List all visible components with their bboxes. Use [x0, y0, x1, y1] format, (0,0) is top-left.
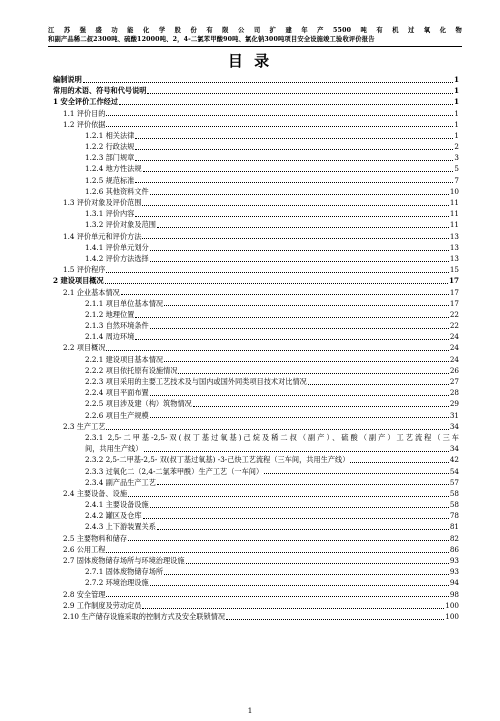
toc-entry-page: 1 [453, 74, 459, 84]
toc-entry-title: 2.7 固体废物储存场所与环境治理设施 [63, 556, 185, 566]
toc-leader-dots [106, 596, 448, 597]
toc-entry-page: 34 [449, 444, 459, 454]
toc-entry-page: 7 [454, 175, 459, 185]
toc-entry[interactable] [53, 454, 459, 465]
toc-entry-page: 13 [449, 231, 459, 241]
toc-entry[interactable] [53, 298, 459, 309]
toc-entry-page: 22 [449, 309, 459, 319]
toc-leader-dots [157, 529, 449, 530]
toc-leader-dots [150, 250, 449, 251]
toc-leader-dots [135, 138, 453, 139]
toc-entry[interactable] [53, 443, 459, 454]
toc-entry-title: 1.4.1 评价单元划分 [85, 242, 149, 252]
report-header-line-2: 和副产品稀二叔2300吨、硫酸12000吨、2，4-二氯苯甲酸90吨、氯化钠300吨项目安全设施竣工验收评价报告 [48, 36, 375, 44]
toc-entry-title: 2.1.2 地理位置 [85, 309, 135, 319]
toc-entry-page: 1 [454, 130, 459, 140]
toc-leader-dots [142, 608, 444, 609]
report-header [48, 26, 462, 44]
toc-entry[interactable] [53, 130, 459, 141]
toc-entry-title: 1.2.3 部门规章 [85, 153, 135, 163]
toc-entry[interactable] [53, 152, 459, 163]
toc-entry-title: 2.1 企业基本情况 [63, 287, 120, 297]
toc-entry-page: 28 [449, 388, 459, 398]
toc-entry-title: 2.4.1 主要设备设施 [85, 500, 149, 510]
toc-entry-page: 58 [449, 500, 459, 510]
toc-entry-title: 1.3 评价对象及评价范围 [63, 198, 142, 208]
toc-entry[interactable] [53, 600, 459, 611]
toc-leader-dots [128, 540, 449, 541]
toc-entry[interactable] [53, 96, 459, 107]
toc-entry-title: 常用的术语、符号和代号说明 [53, 86, 147, 96]
toc-entry-title: 2.4.3 上下游装置关系 [85, 522, 156, 532]
toc-leader-dots [106, 115, 453, 116]
toc-entry[interactable] [53, 320, 459, 331]
toc-entry[interactable] [53, 74, 459, 85]
toc-entry-title: 2.2.5 项目涉及建（构）筑物情况 [85, 399, 192, 409]
toc-leader-dots [150, 585, 449, 586]
toc-entry[interactable] [53, 577, 459, 588]
toc-entry[interactable] [53, 376, 459, 387]
toc-entry-page: 13 [449, 253, 459, 263]
toc-entry-title: 编制说明 [53, 74, 82, 84]
toc-leader-dots [105, 283, 448, 284]
toc-entry-title: 2.10 生产储存设施采取的控制方式及安全联锁情况 [63, 611, 226, 621]
toc-entry-page: 81 [449, 522, 459, 532]
toc-entry-page: 82 [449, 533, 459, 543]
toc-entry[interactable] [53, 365, 459, 376]
toc-entry-title: 1.2.2 行政法规 [85, 142, 135, 152]
toc-entry-title: 1.2.6 其他资料文件 [85, 186, 149, 196]
toc-entry-title: 2.3.3 过氧化二（2,4-二氯苯甲酰）生产工艺（一车间） [85, 466, 264, 476]
toc-leader-dots [106, 350, 448, 351]
toc-entry[interactable] [53, 466, 459, 477]
toc-entry[interactable] [53, 589, 459, 600]
toc-entry[interactable] [53, 566, 459, 577]
toc-entry[interactable] [53, 231, 459, 242]
toc-entry-page: 5 [454, 164, 459, 174]
toc-leader-dots [164, 574, 449, 575]
toc-entry-page: 1 [454, 108, 459, 118]
toc-entry-page: 15 [449, 265, 459, 275]
toc-leader-dots [164, 305, 449, 306]
toc-entry[interactable] [53, 85, 459, 96]
toc-entry-page: 78 [449, 511, 459, 521]
toc-entry-page: 27 [449, 377, 459, 387]
toc-entry-title: 间，共用生产线） [85, 444, 143, 454]
toc-entry-page: 24 [449, 343, 459, 353]
toc-entry[interactable] [53, 354, 459, 365]
toc-entry-page: 11 [449, 220, 459, 230]
toc-entry-title: 1.2.5 规范标准 [85, 175, 135, 185]
toc-entry[interactable] [53, 208, 459, 219]
toc-entry-title: 2.6 公用工程 [63, 544, 106, 554]
toc-entry[interactable] [53, 544, 459, 555]
toc-leader-dots [143, 518, 449, 519]
toc-entry-page: 22 [449, 321, 459, 331]
toc-leader-dots [150, 328, 449, 329]
toc-entry-page: 10 [449, 186, 459, 196]
toc-entry-page: 29 [449, 399, 459, 409]
toc-leader-dots [150, 395, 449, 396]
toc-entry-page: 1 [454, 119, 459, 129]
toc-entry[interactable] [53, 611, 459, 622]
toc-entry-title: 1.4.2 评价方法选择 [85, 253, 149, 263]
toc-entry[interactable] [53, 242, 459, 253]
toc-entry-title: 1.2 评价依据 [63, 119, 106, 129]
toc-entry-page: 1 [453, 97, 459, 107]
toc-entry-title: 1.2.1 相关法律 [85, 130, 135, 140]
toc-leader-dots [119, 104, 453, 105]
toc-entry-page: 57 [449, 477, 459, 487]
toc-entry-title: 2.2 项目概况 [63, 343, 106, 353]
toc-entry-page: 24 [449, 354, 459, 364]
toc-entry-page: 58 [449, 488, 459, 498]
toc-entry-title: 1.3.1 评价内容 [85, 209, 135, 219]
toc-entry-page: 17 [448, 276, 459, 286]
table-of-contents [53, 74, 459, 622]
toc-leader-dots [164, 361, 449, 362]
toc-entry-page: 13 [449, 242, 459, 252]
toc-entry-page: 93 [449, 567, 459, 577]
toc-entry-page: 1 [453, 86, 459, 96]
toc-entry-page: 11 [449, 209, 459, 219]
toc-entry[interactable] [53, 387, 459, 398]
toc-entry-page: 34 [449, 421, 459, 431]
toc-entry[interactable] [53, 197, 459, 208]
toc-leader-dots [135, 182, 453, 183]
toc-entry[interactable] [53, 398, 459, 409]
toc-leader-dots [150, 507, 449, 508]
toc-entry[interactable] [53, 533, 459, 544]
toc-entry-title: 1.2.4 地方性法规 [85, 164, 142, 174]
toc-entry[interactable] [53, 175, 459, 186]
toc-entry-title: 1.1 评价目的 [63, 108, 106, 118]
toc-entry[interactable] [53, 275, 459, 286]
toc-entry-title: 1.3.2 评价对象及范围 [85, 220, 156, 230]
toc-entry-page: 100 [445, 611, 459, 621]
toc-entry-page: 2 [454, 142, 459, 152]
toc-entry[interactable] [53, 287, 459, 298]
toc-entry-title: 2.3.4 副产品生产工艺 [85, 477, 156, 487]
toc-entry-title: 2.7.1 固体废物储存场所 [85, 567, 164, 577]
toc-entry-title: 2.4 主要设备、设施 [63, 488, 128, 498]
toc-entry-title: 2.4.2 罐区及仓库 [85, 511, 142, 521]
toc-leader-dots [350, 462, 448, 463]
report-header-line-1: 江苏强盛功能化学股份有限公司扩建年产5500吨有机过氧化物 [48, 27, 462, 34]
toc-leader-dots [178, 373, 448, 374]
toc-entry[interactable] [53, 264, 459, 275]
toc-entry-title: 2.2.1 建设项目基本情况 [85, 354, 164, 364]
toc-entry-title: 1 安全评价工作经过 [53, 97, 119, 107]
toc-entry-title: 2.5 主要物料和储存 [63, 533, 128, 543]
toc-entry[interactable] [53, 432, 459, 443]
toc-entry-title: 2.8 安全管理 [63, 589, 106, 599]
toc-entry-page: 100 [445, 600, 459, 610]
toc-entry[interactable] [53, 410, 459, 421]
toc-entry-page: 42 [449, 455, 459, 465]
toc-leader-dots [143, 171, 454, 172]
toc-entry[interactable] [53, 499, 459, 510]
toc-entry-page: 98 [449, 589, 459, 599]
toc-entry-title: 2.2.2 项目依托原有设施情况 [85, 365, 178, 375]
toc-entry-title: 2.2.6 项目生产规模 [85, 410, 149, 420]
toc-entry[interactable] [53, 477, 459, 488]
toc-leader-dots [135, 317, 449, 318]
toc-entry[interactable] [53, 219, 459, 230]
toc-entry-title: 2.3 生产工艺 [63, 421, 106, 431]
toc-entry[interactable] [53, 186, 459, 197]
toc-entry-title: 2.3.2 2,5-二甲基-2,5- 双(叔丁基过氧基) -3-己炔工艺流程（三车间，共用生产线） [85, 455, 350, 465]
toc-entry[interactable] [53, 331, 459, 342]
toc-entry-title: 2.1.3 自然环境条件 [85, 321, 149, 331]
toc-leader-dots [135, 216, 449, 217]
toc-leader-dots [147, 93, 453, 94]
toc-entry-page: 3 [454, 153, 459, 163]
page-title: 目 录 [227, 52, 273, 70]
toc-entry-page: 93 [449, 556, 459, 566]
toc-entry-page: 17 [449, 298, 459, 308]
toc-entry-page: 26 [449, 365, 459, 375]
toc-entry-title: 2.3.1 2,5-二甲基-2,5-双(叔丁基过氧基)己烷及稀二叔（副产）、硫酸（副产）工艺流程（三车 [85, 432, 459, 442]
toc-entry[interactable] [53, 510, 459, 521]
toc-entry-page: 24 [449, 332, 459, 342]
toc-leader-dots [121, 294, 449, 295]
toc-entry-title: 2.2.3 项目采用的主要工艺技术及与国内或国外同类项目技术对比情况 [85, 377, 307, 387]
toc-entry-page: 94 [449, 578, 459, 588]
toc-leader-dots [142, 205, 448, 206]
toc-entry-title: 2 建设项目概况 [53, 276, 104, 286]
toc-entry[interactable] [53, 555, 459, 566]
toc-leader-dots [135, 160, 453, 161]
toc-leader-dots [150, 261, 449, 262]
toc-leader-dots [106, 126, 453, 127]
toc-entry-title: 2.2.4 项目平面布置 [85, 388, 149, 398]
toc-entry[interactable] [53, 488, 459, 499]
header-divider [48, 46, 462, 47]
toc-leader-dots [150, 417, 449, 418]
toc-entry[interactable] [53, 421, 459, 432]
toc-leader-dots [144, 451, 449, 452]
toc-entry-title: 1.4 评价单元和评价方法 [63, 231, 142, 241]
toc-entry-page: 86 [449, 544, 459, 554]
toc-entry-title: 2.1.4 周边环境 [85, 332, 135, 342]
toc-leader-dots [157, 484, 449, 485]
toc-leader-dots [150, 194, 449, 195]
toc-entry-title: 2.9 工作制度及劳动定员 [63, 600, 142, 610]
toc-leader-dots [193, 406, 449, 407]
toc-entry-page: 11 [449, 198, 459, 208]
toc-entry[interactable] [53, 164, 459, 175]
toc-leader-dots [83, 82, 453, 83]
toc-leader-dots [264, 473, 449, 474]
toc-entry[interactable] [53, 522, 459, 533]
toc-entry[interactable] [53, 108, 459, 119]
toc-leader-dots [186, 563, 449, 564]
toc-leader-dots [157, 227, 449, 228]
toc-entry[interactable] [53, 119, 459, 130]
toc-entry-page: 54 [449, 466, 459, 476]
toc-entry[interactable] [53, 343, 459, 354]
toc-leader-dots [226, 619, 444, 620]
page-number: 1 [247, 706, 253, 715]
toc-leader-dots [142, 238, 448, 239]
toc-leader-dots [128, 496, 449, 497]
toc-leader-dots [308, 384, 449, 385]
toc-leader-dots [106, 272, 448, 273]
toc-entry[interactable] [53, 141, 459, 152]
toc-entry-page: 17 [449, 287, 459, 297]
toc-entry-page: 31 [449, 410, 459, 420]
toc-leader-dots [106, 552, 448, 553]
toc-leader-dots [135, 339, 449, 340]
toc-entry[interactable] [53, 253, 459, 264]
toc-entry-title: 2.1.1 项目单位基本情况 [85, 298, 164, 308]
toc-entry[interactable] [53, 309, 459, 320]
toc-entry-title: 2.7.2 环境治理设施 [85, 578, 149, 588]
toc-leader-dots [135, 149, 453, 150]
toc-leader-dots [106, 429, 448, 430]
toc-entry-title: 1.5 评价程序 [63, 265, 106, 275]
